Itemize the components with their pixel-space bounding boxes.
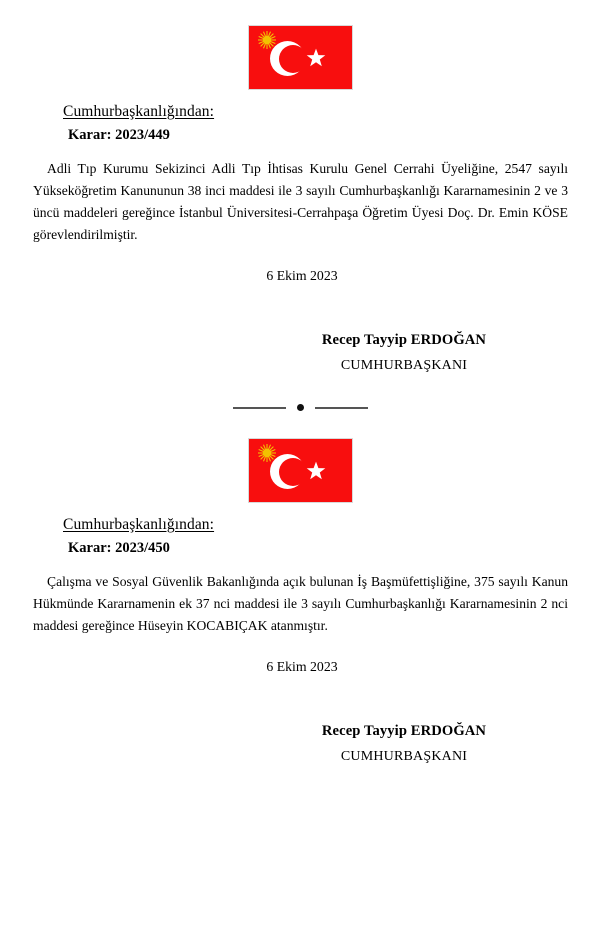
flag-container-2 (0, 438, 600, 503)
separator-rule-left (233, 407, 286, 409)
star-icon (306, 48, 326, 68)
signatory-title-2: CUMHURBAŞKANI (340, 749, 468, 765)
decree-date-1: 6 Ekim 2023 (266, 268, 338, 284)
star-icon (306, 461, 326, 481)
decree-block-1 (0, 0, 600, 374)
turkish-flag-icon (248, 438, 353, 503)
crescent-inner-shape (279, 458, 307, 486)
decree-date-2: 6 Ekim 2023 (266, 659, 338, 675)
separator-dot (297, 404, 304, 411)
signatory-title-1: CUMHURBAŞKANI (340, 358, 468, 374)
flag-container-1 (0, 0, 600, 90)
decree-heading-2: Cumhurbaşkanlığından: (63, 516, 215, 534)
decree-body-2: Çalışma ve Sosyal Güvenlik Bakanlığında açık bulunan İş Başmüfettişliğine, 375 sayılı Kanun Hükmünde Kararnamenin ek 37 nci maddesi ile 3 sayılı Cumhurbaşkanlığı Kararnamesinin 2 nci maddesi gereğince Hüseyin KOCABIÇAK atanmıştır. (33, 574, 568, 634)
decision-number-1: Karar: 2023/449 (68, 127, 170, 143)
signatory-name-1: Recep Tayyip ERDOĞAN (321, 332, 487, 349)
signature-block-2 (0, 723, 600, 765)
section-separator (0, 404, 600, 411)
separator-rule-right (315, 407, 368, 409)
decision-number-2: Karar: 2023/450 (68, 540, 170, 557)
crescent-inner-shape (279, 45, 307, 73)
signature-block-1 (0, 332, 600, 374)
signatory-name-2: Recep Tayyip ERDOĞAN (321, 723, 487, 740)
turkish-flag-icon (248, 25, 353, 90)
decree-block-2 (0, 438, 600, 765)
decree-heading-1: Cumhurbaşkanlığından: (63, 103, 215, 120)
decree-body-1: Adli Tıp Kurumu Sekizinci Adli Tıp İhtisas Kurulu Genel Cerrahi Üyeliğine, 2547 sayılı Yükseköğretim Kanununun 38 inci maddesi ile 3 sayılı Cumhurbaşkanlığı Kararnamesinin 2 ve 3 üncü maddeleri gereğince İstanbul Üniversitesi-Cerrahpaşa Öğretim Üyesi Doç. Dr. Emin KÖSE görevlendirilmiştir. (33, 161, 568, 243)
